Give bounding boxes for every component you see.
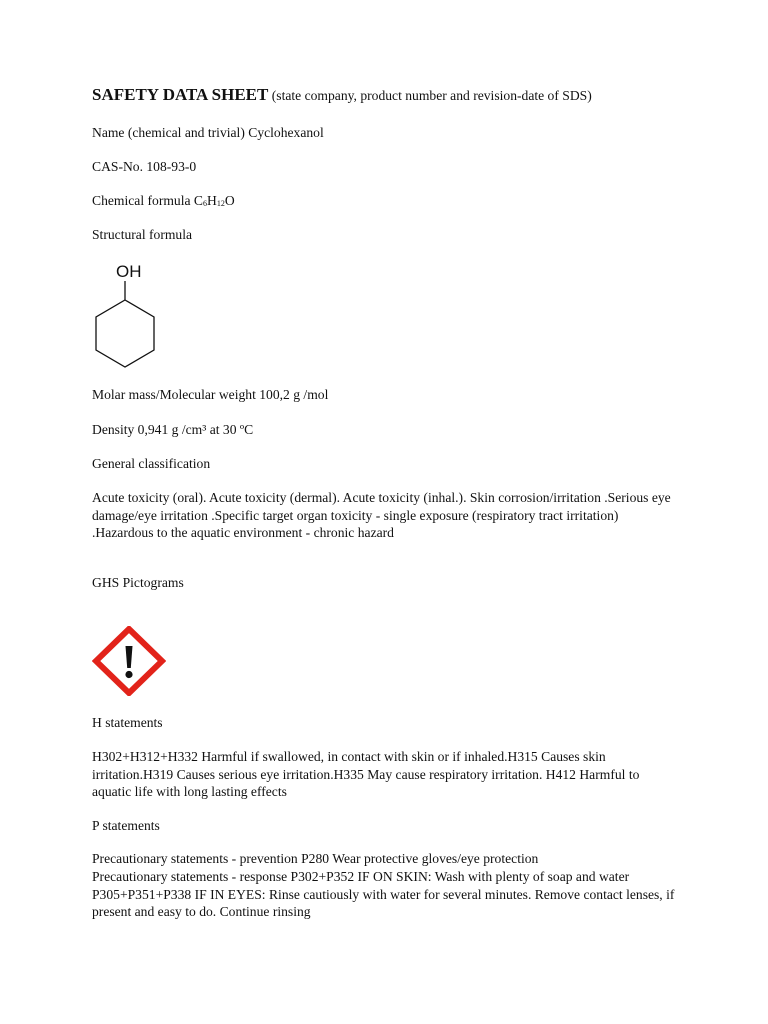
p-statements-label: P statements xyxy=(92,818,160,833)
safety-data-sheet-page xyxy=(92,0,692,1024)
formula-carbon-count: 6 xyxy=(203,199,207,208)
document-title-note: (state company, product number and revision-date of SDS) xyxy=(271,88,592,103)
document-title: SAFETY DATA SHEET xyxy=(92,85,269,104)
h-statements-text: H302+H312+H332 Harmful if swallowed, in contact with skin or if inhaled.H315 Causes skin irritation.H319 Causes serious eye irritation.H335 May cause respiratory irritation. H412 Harmful to aquatic life with long lasting effects xyxy=(92,749,640,799)
formula-oxygen: O xyxy=(224,193,235,208)
formula-hydrogen: H xyxy=(207,193,217,208)
molar-mass: Molar mass/Molecular weight 100,2 g /mol xyxy=(92,387,329,402)
general-classification-label: General classification xyxy=(92,456,211,471)
document-title-line xyxy=(92,86,692,105)
structure-oh-label: OH xyxy=(116,262,142,281)
chemical-formula-label: Chemical formula C xyxy=(92,193,203,208)
chemical-formula xyxy=(92,192,692,210)
general-classification-text: Acute toxicity (oral). Acute toxicity (dermal). Acute toxicity (inhal.). Skin corrosion/irritation .Serious eye damage/eye irritation .Specific target organ toxicity - single exposure (respiratory tract irritation) .Hazardous to the aquatic environment - chronic hazard xyxy=(92,490,671,540)
exclamation-mark-diamond-icon xyxy=(92,626,166,696)
cyclohexanol-structure-diagram xyxy=(92,258,172,370)
cyclohexane-ring xyxy=(96,300,154,367)
density: Density 0,941 g /cm³ at 30 ºC xyxy=(92,422,254,437)
p-statements-response: Precautionary statements - response P302+P352 IF ON SKIN: Wash with plenty of soap and water P305+P351+P338 IF IN EYES: Rinse cautiously with water for several minutes. Remove contact lenses, if present and easy to do. Continue rinsing xyxy=(92,869,675,919)
chemical-name: Name (chemical and trivial) Cyclohexanol xyxy=(92,125,324,140)
formula-hydrogen-count: 12 xyxy=(216,199,225,208)
ghs-pictograms-label: GHS Pictograms xyxy=(92,575,184,590)
structural-formula-label: Structural formula xyxy=(92,227,193,242)
h-statements-label: H statements xyxy=(92,715,163,730)
cas-number: CAS-No. 108-93-0 xyxy=(92,159,197,174)
p-statements-prevention: Precautionary statements - prevention P280 Wear protective gloves/eye protection xyxy=(92,851,539,866)
